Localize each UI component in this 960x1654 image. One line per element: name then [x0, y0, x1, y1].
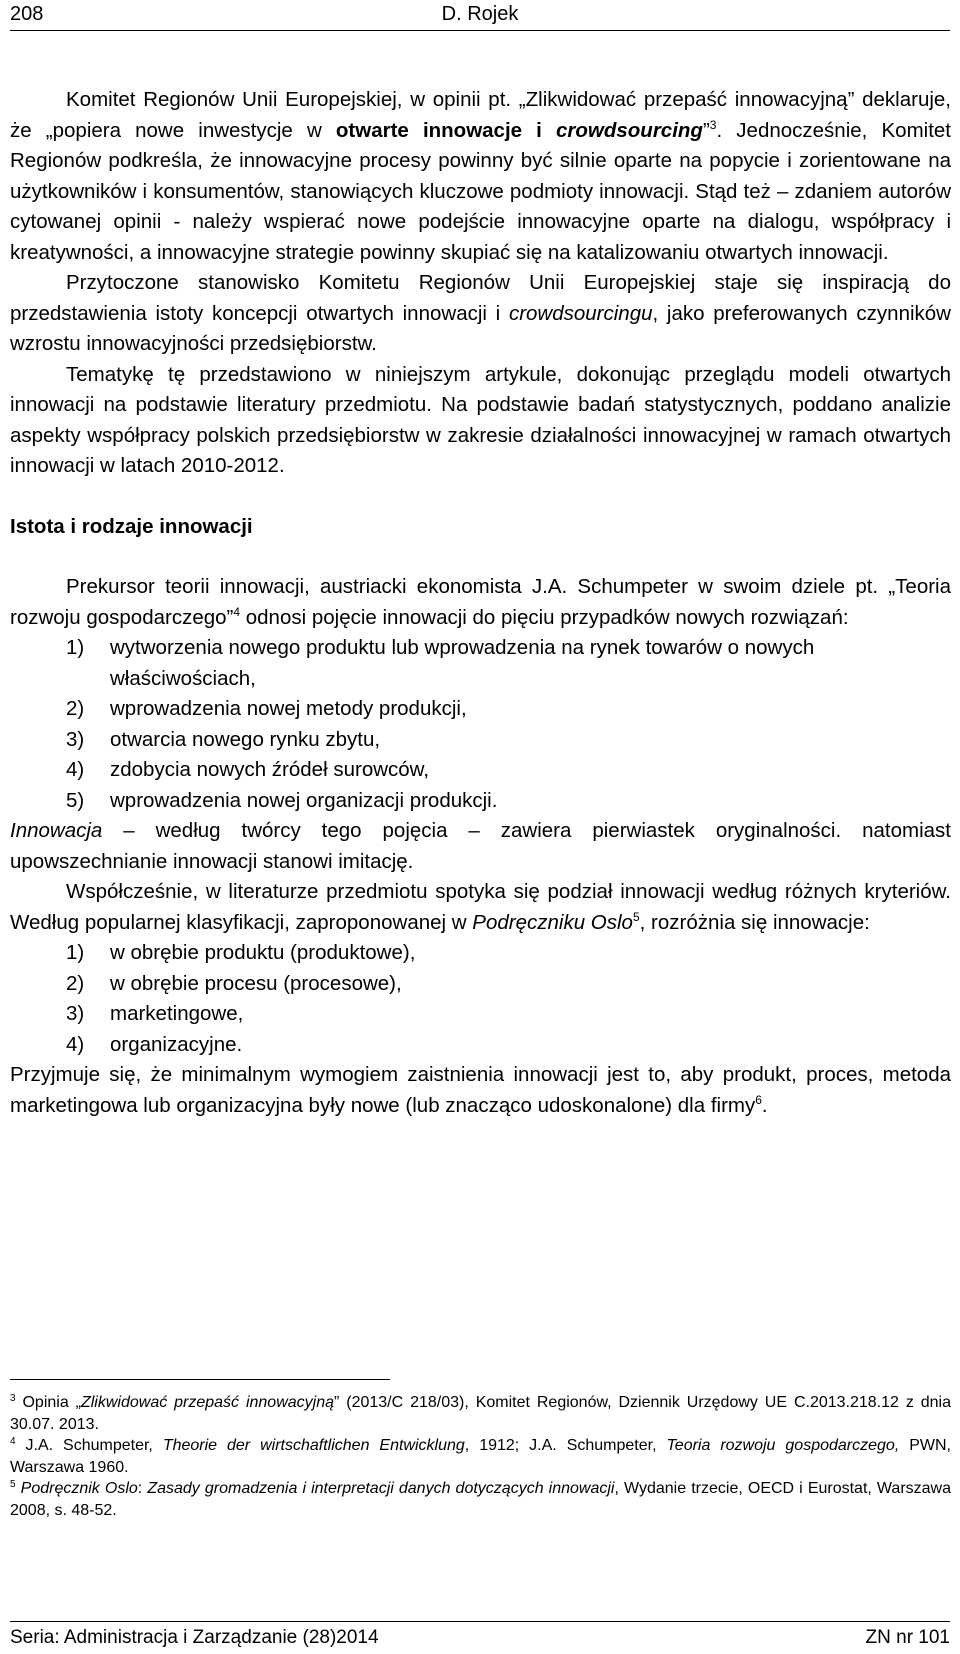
text-run: Współcześnie, w literaturze przedmiotu spotyka się podział innowacji według różnych kryteriów. Według popularnej klasyfikacji, zaproponowanej w	[10, 880, 951, 934]
list-number: 3)	[66, 1002, 85, 1025]
footnote-number: 3	[10, 1393, 16, 1404]
footnote-number: 5	[10, 1479, 16, 1490]
text-run: ” (2013/C 218/03), Komitet Regionów, Dziennik Urzędowy UE C.2013.218.12 z dnia 30.07. 2013.	[10, 1394, 952, 1433]
paragraph-2	[10, 268, 951, 360]
list-item	[10, 755, 951, 786]
text-run: Komitet Regionów Unii Europejskiej, w opinii pt. „Zlikwidować przepaść innowacyjną” deklaruje, że „popiera nowe inwestycje w	[10, 88, 951, 142]
footnote-4	[10, 1435, 951, 1478]
bold-term: otwarte innowacje i	[335, 118, 557, 142]
paragraph-1	[10, 85, 951, 268]
journal-series: Seria: Administracja i Zarządzanie (28)2014	[10, 1627, 379, 1648]
page-header	[10, 0, 950, 31]
list-number: 4)	[66, 1032, 85, 1056]
footnote-ref[interactable]: 5	[632, 909, 640, 924]
text-run: , jako preferowanych czynników wzrostu innowacyjności przedsiębiorstw.	[10, 301, 951, 355]
footnote-5	[10, 1478, 951, 1521]
footnote-3	[10, 1392, 951, 1435]
list-number: 2)	[66, 971, 85, 995]
list-item	[10, 999, 951, 1030]
text-run: PWN, Warszawa 1960.	[10, 1437, 951, 1476]
italic-term: Innowacja	[10, 819, 103, 842]
paragraph-4	[10, 572, 951, 633]
article-body	[10, 85, 951, 1121]
text-run: . Jednocześnie, Komitet Regionów podkreśla, że innowacyjne procesy powinny być silnie oparte na popycie i zorientowane na użytkowników i konsumentów, stanowiących kluczowe podmioty innowacji. Stąd też – zdaniem autorów cytowanej opinii - należy wspierać nowe podejście innowacyjne oparte na dialogu, współpracy i kreatywności, a innowacyjne strategie powinny skupiać się na katalizowaniu otwartych innowacji.	[10, 118, 951, 264]
list-text: wprowadzenia nowej metody produkcji,	[110, 697, 467, 720]
list-item	[10, 1030, 951, 1061]
page-number: 208	[10, 3, 44, 25]
journal-issue-number: ZN nr 101	[865, 1627, 950, 1648]
text-run: , 1912; J.A. Schumpeter,	[464, 1437, 667, 1454]
list-text: wytworzenia nowego produktu lub wprowadzenia na rynek towarów o nowych właściwościach,	[110, 636, 815, 690]
italic-term: Zasady gromadzenia i interpretacji danych dotyczących innowacji	[147, 1480, 615, 1497]
italic-term: Podręcznik Oslo	[20, 1480, 138, 1497]
list-number: 1)	[66, 636, 85, 659]
innovation-types-list	[10, 938, 951, 1060]
innovation-cases-list	[10, 633, 951, 816]
list-number: 4)	[66, 758, 85, 781]
footnote-ref[interactable]: 6	[755, 1092, 762, 1107]
list-number: 5)	[66, 788, 85, 812]
list-number: 3)	[66, 727, 85, 751]
list-text: otwarcia nowego rynku zbytu,	[110, 727, 381, 751]
text-run: :	[137, 1480, 148, 1497]
text-run: odnosi pojęcie innowacji do pięciu przypadków nowych rozwiązań:	[240, 605, 849, 629]
footnote-ref[interactable]: 4	[233, 604, 241, 619]
list-text: wprowadzenia nowej organizacji produkcji.	[110, 788, 498, 812]
footnote-separator	[10, 1379, 390, 1380]
text-run: J.A. Schumpeter,	[15, 1437, 163, 1454]
paragraph-6	[10, 877, 951, 938]
text-run: , rozróżnia się innowacje:	[639, 910, 870, 934]
text-run: Przytoczone stanowisko Komitetu Regionów Unii Europejskiej staje się inspiracją do przedstawienia istoty koncepcji otwartych innowacji i	[10, 271, 951, 325]
paragraph-7	[10, 1060, 951, 1121]
list-item	[10, 633, 951, 694]
list-text: organizacyjne.	[110, 1032, 243, 1056]
list-text: w obrębie procesu (procesowe),	[110, 971, 402, 995]
text-run: – według twórcy tego pojęcia – zawiera pierwiastek oryginalności. natomiast upowszechnianie innowacji stanowi imitację.	[10, 819, 951, 873]
paragraph-3: Tematykę tę przedstawiono w niniejszym artykule, dokonując przeglądu modeli otwartych innowacji na podstawie literatury przedmiotu. Na podstawie badań statystycznych, poddano analizie aspekty współpracy polskich przedsiębiorstw w zakresie działalności innowacyjnej w ramach otwartych innowacji w latach 2010-2012.	[10, 362, 951, 477]
text-run: Opinia „	[15, 1394, 81, 1411]
list-item	[10, 786, 951, 817]
italic-term: Teoria rozwoju gospodarczego,	[666, 1437, 900, 1454]
list-item	[10, 725, 951, 756]
list-text: w obrębie produktu (produktowe),	[110, 941, 416, 964]
paragraph-5	[10, 816, 951, 877]
text-run: , Wydanie trzecie, OECD i Eurostat, Warszawa 2008, s. 48-52.	[10, 1480, 952, 1519]
italic-term: crowdsourcingu	[508, 301, 653, 325]
text-run: Przyjmuje się, że minimalnym wymogiem zaistnienia innowacji jest to, aby produkt, proces, metoda marketingowa lub organizacyjna były nowe (lub znacząco udoskonalone) dla firmy	[10, 1063, 951, 1117]
footnotes	[10, 1379, 951, 1521]
list-number: 2)	[66, 697, 85, 720]
list-item	[10, 969, 951, 1000]
list-number: 1)	[66, 941, 85, 964]
list-text: marketingowe,	[110, 1002, 244, 1025]
list-item	[10, 938, 951, 969]
italic-term: Zlikwidować przepaść innowacyjną	[80, 1394, 335, 1411]
list-text: zdobycia nowych źródeł surowców,	[110, 758, 430, 781]
page-footer	[10, 1621, 950, 1654]
section-heading: Istota i rodzaje innowacji	[10, 514, 253, 538]
text-run: .	[761, 1093, 768, 1117]
running-author: D. Rojek	[441, 3, 519, 25]
footnote-number: 4	[10, 1436, 16, 1447]
text-run: Prekursor teorii innowacji, austriacki ekonomista J.A. Schumpeter w swoim dziele pt. „Teoria rozwoju gospodarczego”	[10, 575, 951, 629]
italic-term: Podręczniku Oslo	[472, 910, 633, 934]
text-run: ”	[702, 118, 710, 142]
footnote-ref[interactable]: 3	[709, 117, 717, 132]
list-item	[10, 694, 951, 725]
italic-term: Theorie der wirtschaftlichen Entwicklung	[162, 1437, 465, 1454]
italic-term: crowdsourcing	[556, 118, 703, 142]
